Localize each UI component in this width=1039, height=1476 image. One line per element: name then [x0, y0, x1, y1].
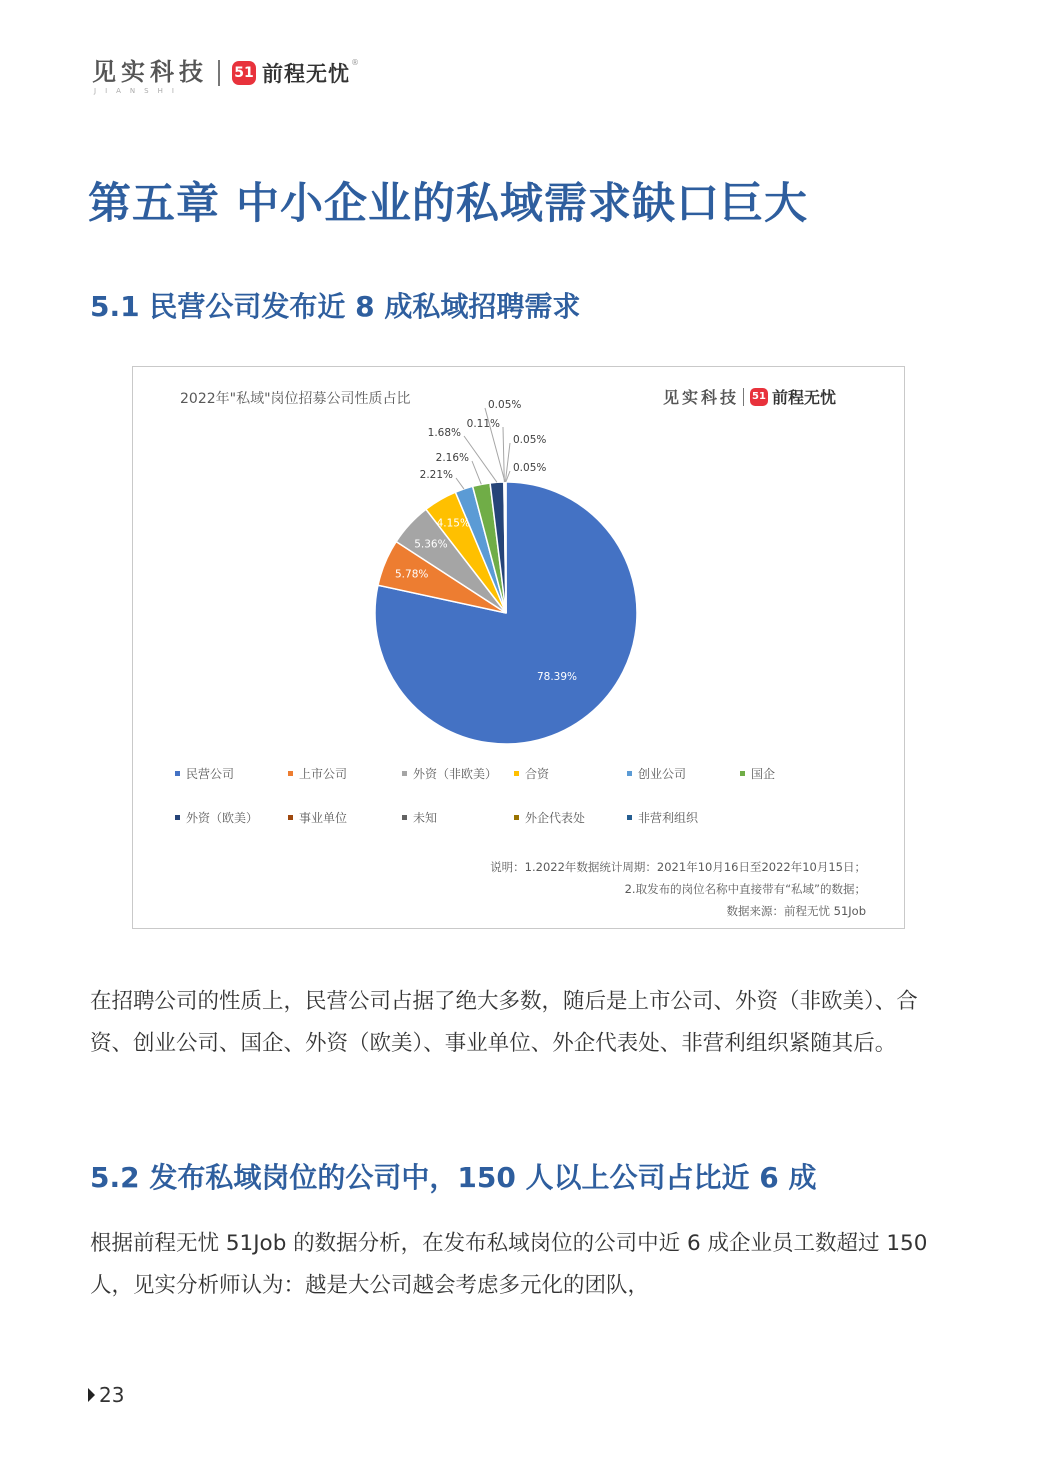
- legend-swatch: [288, 771, 293, 776]
- pie-data-label: 5.78%: [395, 568, 429, 581]
- chart-logo-51job: 前程无忧: [772, 388, 837, 407]
- legend-swatch: [514, 771, 519, 776]
- chart-note-line: 说明：1.2022年数据统计周期：2021年10月16日至2022年10月15日；: [490, 860, 866, 874]
- legend-swatch: [175, 771, 180, 776]
- pie-data-label: 0.11%: [466, 418, 500, 430]
- logo-divider: [218, 60, 220, 86]
- pie-data-label: 4.15%: [436, 517, 470, 530]
- chart-note-line: 2.取发布的岗位名称中直接带有“私域”的数据；: [624, 882, 866, 896]
- legend-item: [514, 765, 549, 782]
- legend-label: 上市公司: [299, 767, 348, 781]
- pie-chart-figure: [132, 366, 905, 929]
- legend-swatch: [288, 815, 293, 820]
- paragraph-company-nature: 在招聘公司的性质上，民营公司占据了绝大多数，随后是上市公司、外资（非欧美）、合资、创业公司、国企、外资（欧美）、事业单位、外企代表处、非营利组织紧随其后。: [90, 989, 918, 1056]
- pie-data-label: 0.05%: [513, 462, 547, 474]
- 51job-logo: [232, 58, 359, 88]
- chapter-title: 第五章 中小企业的私域需求缺口巨大: [88, 179, 808, 229]
- legend-item: [288, 809, 347, 826]
- page-number-text: 23: [99, 1383, 125, 1407]
- legend-item: [175, 765, 234, 782]
- 51job-logo-text: 前程无忧: [262, 62, 350, 86]
- legend-item: [627, 765, 686, 782]
- section-title-5-1: 5.1 民营公司发布近 8 成私域招聘需求: [90, 290, 581, 323]
- jianshi-logo-text: 见实科技: [92, 58, 208, 86]
- legend-item: [514, 809, 585, 826]
- legend-label: 外企代表处: [525, 811, 586, 825]
- legend-label: 民营公司: [186, 767, 235, 781]
- legend-label: 创业公司: [638, 767, 687, 781]
- pie-data-label: 2.21%: [419, 469, 453, 481]
- legend-swatch: [740, 771, 745, 776]
- pie-data-label: 5.36%: [414, 538, 448, 551]
- legend-label: 合资: [525, 767, 550, 781]
- pie-data-label: 2.16%: [435, 452, 469, 464]
- legend-item: [175, 809, 258, 826]
- legend-swatch: [175, 815, 180, 820]
- pie-data-label: 0.05%: [488, 399, 522, 411]
- jianshi-logo-subtext: JIANSHI: [94, 87, 183, 95]
- legend-label: 非营利组织: [638, 811, 699, 825]
- legend-swatch: [402, 815, 407, 820]
- legend-swatch: [627, 771, 632, 776]
- chart-note-line: 数据来源：前程无忧 51Job: [726, 904, 866, 918]
- chart-title: 2022年"私域"岗位招募公司性质占比: [180, 391, 411, 407]
- pie-data-label: 0.05%: [513, 434, 547, 446]
- page-number: [88, 1383, 124, 1407]
- pie-leader-line: [472, 461, 481, 484]
- 51job-badge-icon: 51: [232, 61, 256, 85]
- legend-label: 未知: [413, 811, 438, 825]
- pie-data-label: 78.39%: [536, 671, 578, 684]
- pie-data-label: 1.68%: [427, 427, 461, 439]
- legend-swatch: [627, 815, 632, 820]
- legend-label: 国企: [751, 767, 776, 781]
- legend-item: [740, 765, 775, 782]
- legend-item: [402, 809, 437, 826]
- jianshi-logo: [92, 58, 208, 96]
- legend-swatch: [402, 771, 407, 776]
- page-arrow-icon: [88, 1388, 95, 1402]
- legend-swatch: [514, 815, 519, 820]
- pie-leader-line: [456, 478, 464, 489]
- legend-item: [627, 809, 698, 826]
- legend-label: 外资（欧美）: [186, 811, 259, 825]
- chart-logo-jianshi: 见实科技: [663, 388, 740, 407]
- pie-chart: [133, 367, 904, 767]
- header-logo: [92, 58, 359, 98]
- legend-item: [402, 765, 497, 782]
- legend-item: [288, 765, 347, 782]
- legend-label: 外资（非欧美）: [413, 767, 498, 781]
- registered-mark: ®: [351, 58, 359, 67]
- paragraph-company-size: 根据前程无忧 51Job 的数据分析，在发布私域岗位的公司中近 6 成企业员工数超过 150 人，见实分析师认为：越是大公司越会考虑多元化的团队，: [90, 1231, 928, 1298]
- legend-label: 事业单位: [299, 811, 348, 825]
- section-title-5-2: 5.2 发布私域岗位的公司中，150 人以上公司占比近 6 成: [90, 1161, 817, 1194]
- chart-logo-badge-icon: 51: [750, 388, 768, 406]
- chart-notes: [490, 856, 866, 922]
